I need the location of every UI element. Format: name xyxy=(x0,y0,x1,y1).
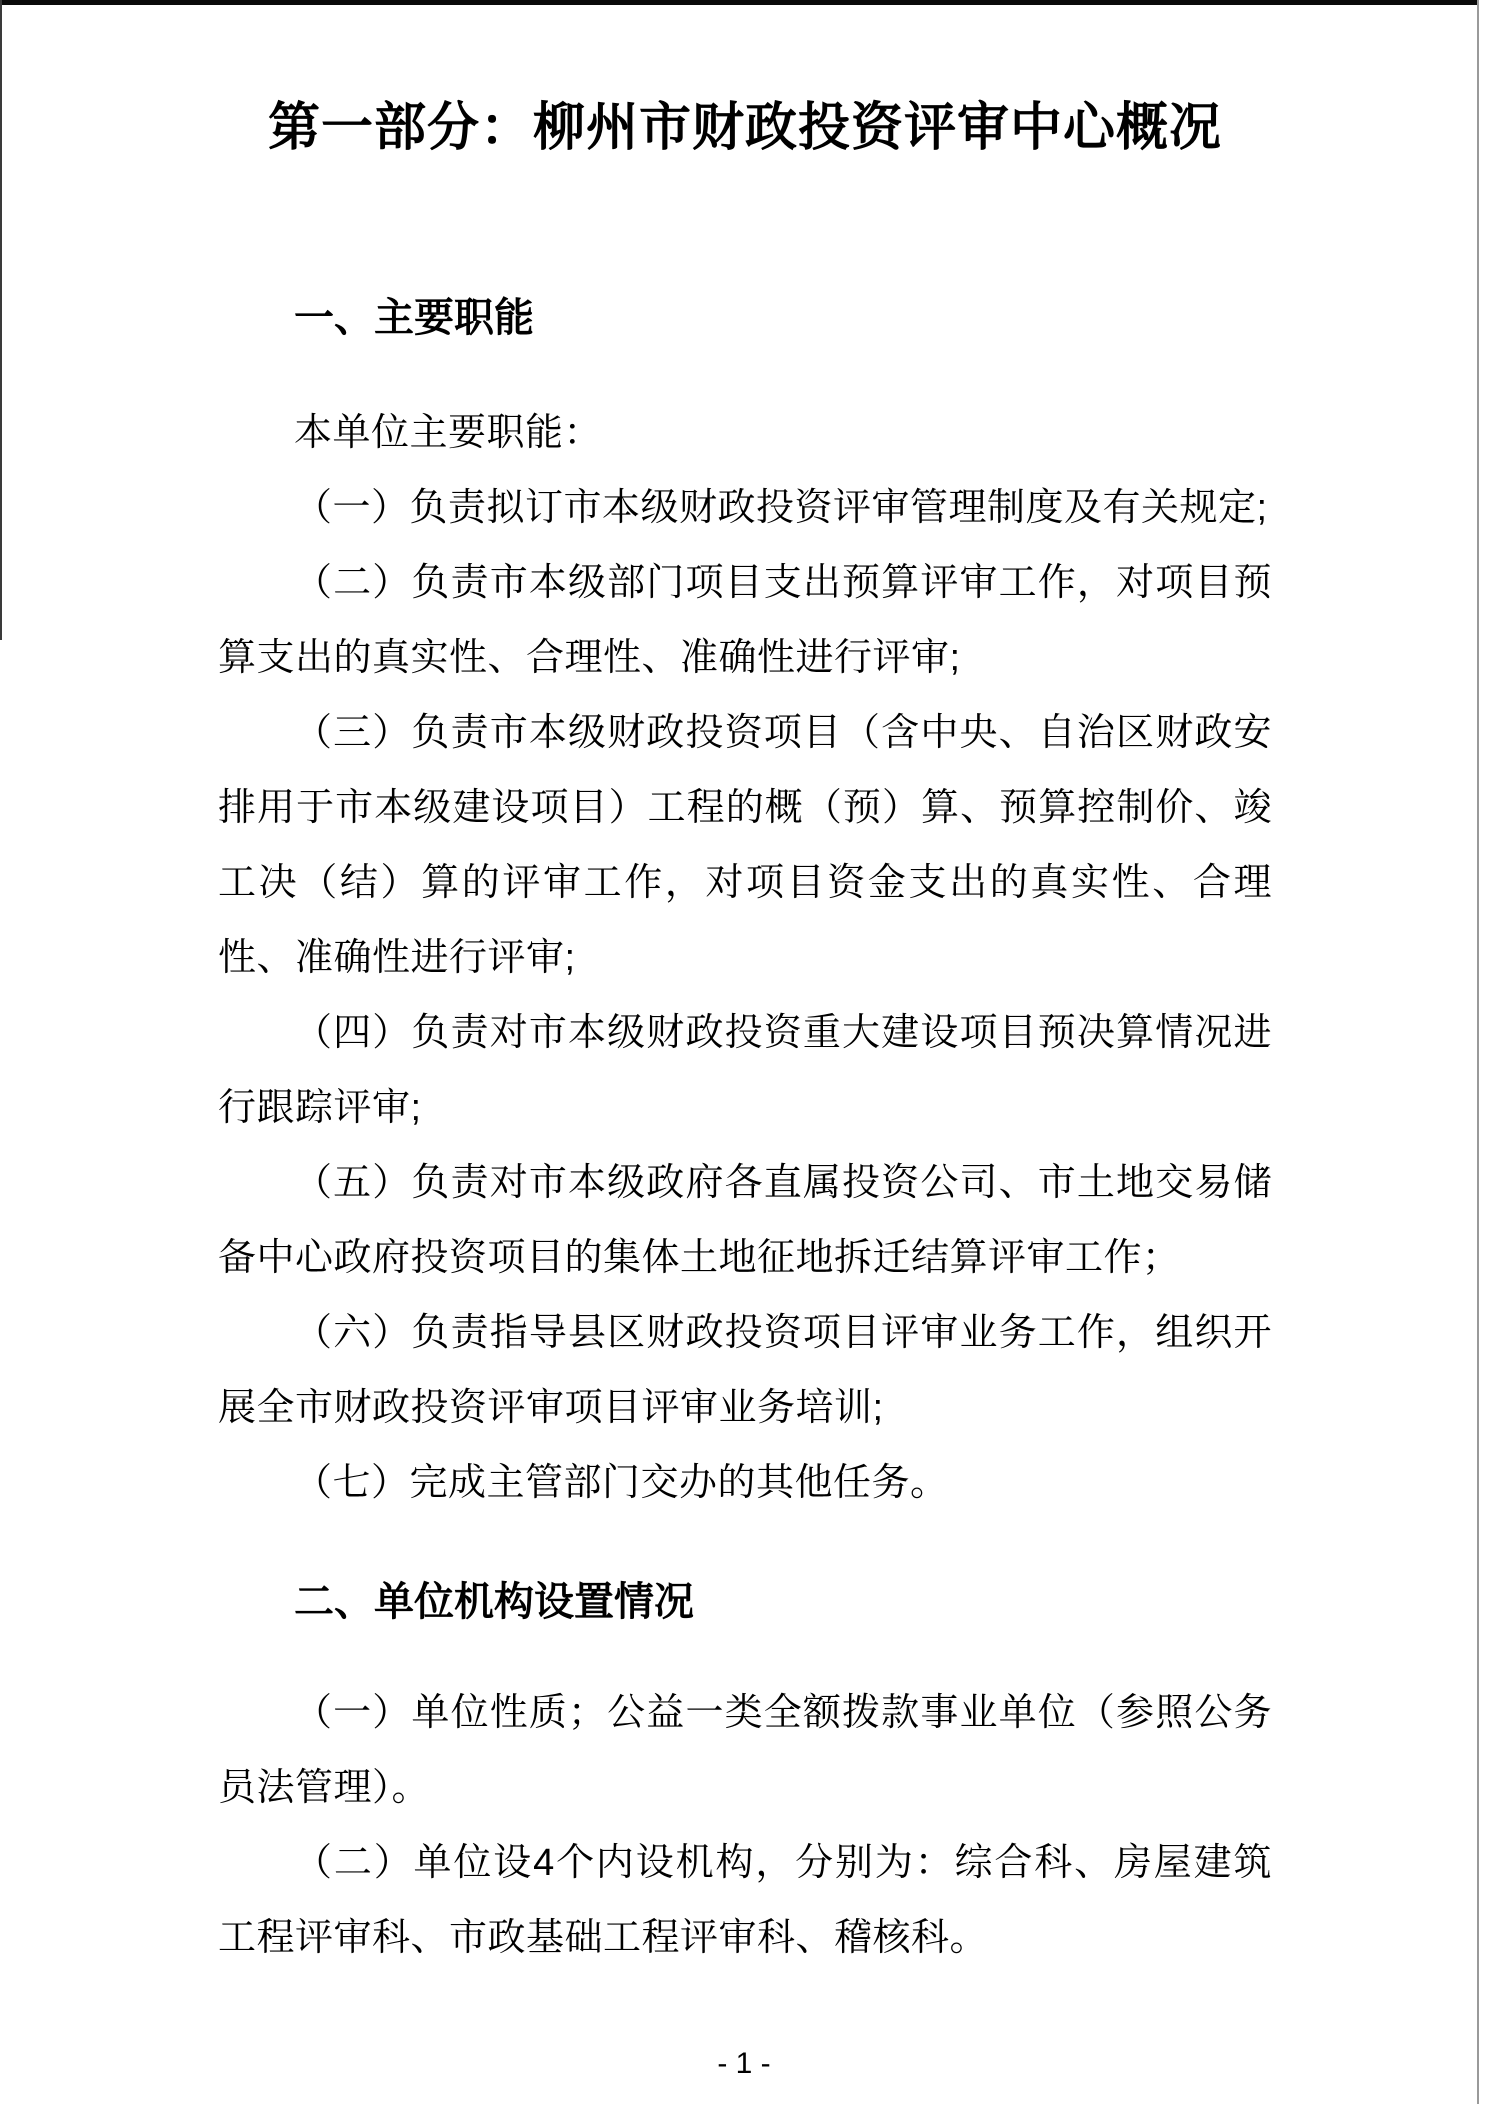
section-heading-main-functions: 一、主要职能 xyxy=(294,296,534,340)
paragraph: （四）负责对市本级财政投资重大建设项目预决算情况进行跟踪评审; xyxy=(218,1012,1272,1129)
page-number: - 1 - xyxy=(717,2047,771,2080)
paragraph: 本单位主要职能： xyxy=(294,412,603,454)
paragraph: （一）负责拟订市本级财政投资评审管理制度及有关规定; xyxy=(294,487,1268,529)
paragraph: （三）负责市本级财政投资项目（含中央、自治区财政安排用于市本级建设项目）工程的概（预）算、预算控制价、竣工决（结）算的评审工作，对项目资金支出的真实性、合理性、准确性进行评审; xyxy=(218,712,1272,979)
document-title: 第一部分：柳州市财政投资评审中心概况 xyxy=(267,99,1222,157)
section-body-org-structure xyxy=(218,1676,1272,1976)
section-body-main-functions xyxy=(218,396,1272,1521)
paragraph: （二）单位设4个内设机构，分别为：综合科、房屋建筑工程评审科、市政基础工程评审科、稽核科。 xyxy=(218,1842,1272,1959)
paragraph: （一）单位性质；公益一类全额拨款事业单位（参照公务员法管理）。 xyxy=(218,1692,1272,1809)
paragraph: （二）负责市本级部门项目支出预算评审工作，对项目预算支出的真实性、合理性、准确性进行评审; xyxy=(218,562,1272,679)
paragraph: （六）负责指导县区财政投资项目评审业务工作，组织开展全市财政投资评审项目评审业务培训; xyxy=(218,1312,1272,1429)
section-heading-org-structure: 二、单位机构设置情况 xyxy=(294,1580,694,1624)
paragraph: （七）完成主管部门交办的其他任务。 xyxy=(294,1462,949,1504)
paragraph: （五）负责对市本级政府各直属投资公司、市土地交易储备中心政府投资项目的集体土地征地拆迁结算评审工作； xyxy=(218,1162,1272,1279)
